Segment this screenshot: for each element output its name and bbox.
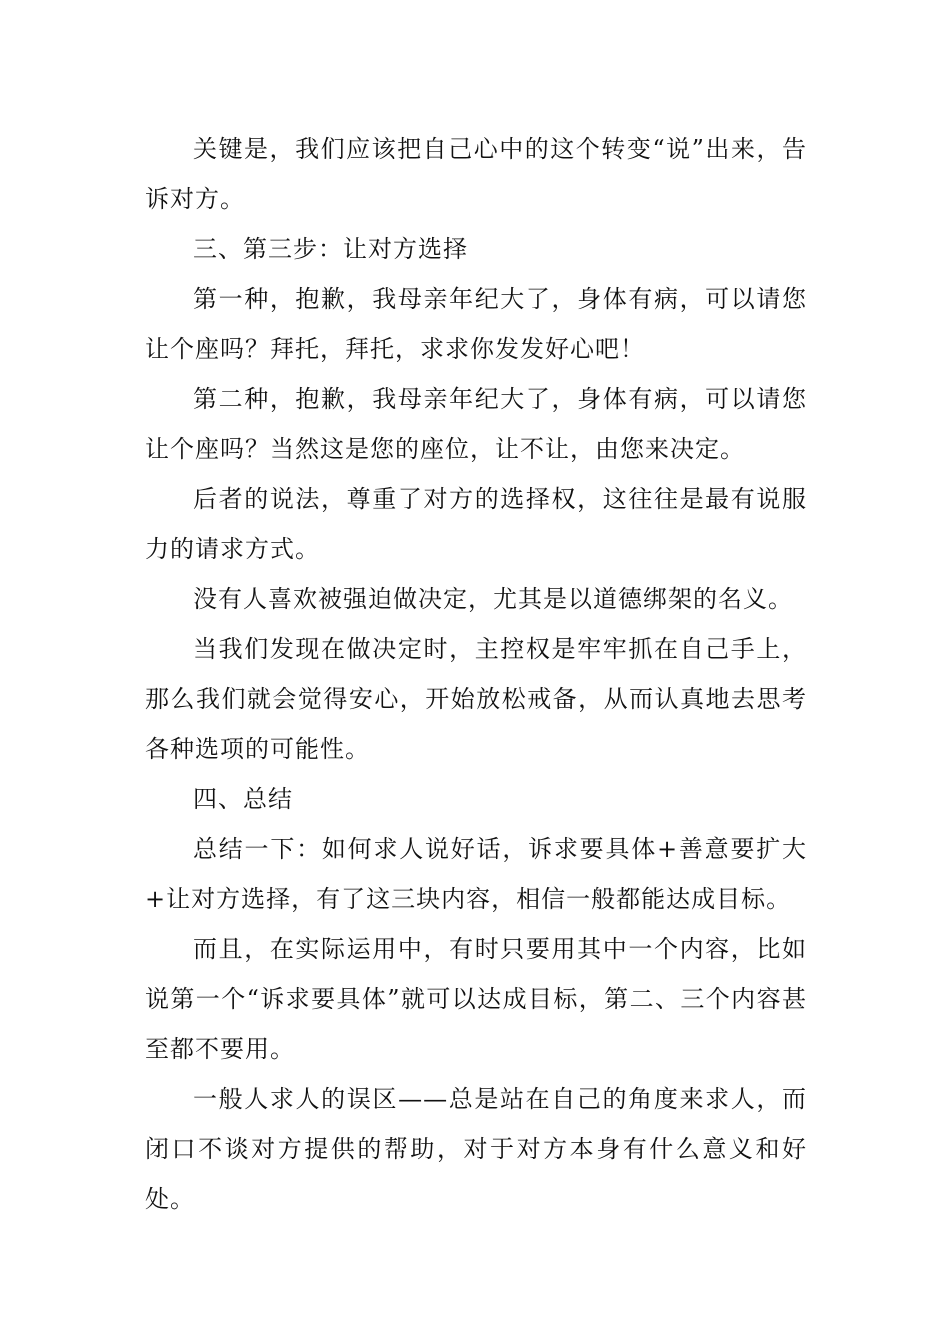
paragraph: 一般人求人的误区——总是站在自己的角度来求人，而闭口不谈对方提供的帮助，对于对方本身有什么意义和好处。 bbox=[145, 1085, 807, 1213]
paragraph: 关键是，我们应该把自己心中的这个转变“说”出来，告诉对方。 bbox=[145, 135, 807, 213]
paragraph: 第一种，抱歉，我母亲年纪大了，身体有病，可以请您让个座吗？拜托，拜托，求求你发发好心吧！ bbox=[145, 285, 807, 363]
paragraph: 当我们发现在做决定时，主控权是牢牢抓在自己手上，那么我们就会觉得安心，开始放松戒备，从而认真地去思考各种选项的可能性。 bbox=[145, 635, 807, 763]
paragraph: 后者的说法，尊重了对方的选择权，这往往是最有说服力的请求方式。 bbox=[145, 485, 807, 563]
paragraph: 第二种，抱歉，我母亲年纪大了，身体有病，可以请您让个座吗？当然这是您的座位，让不让，由您来决定。 bbox=[145, 385, 807, 463]
paragraph: 总结一下：如何求人说好话，诉求要具体+善意要扩大+让对方选择，有了这三块内容，相信一般都能达成目标。 bbox=[145, 835, 807, 913]
section-heading: 三、第三步：让对方选择 bbox=[193, 235, 468, 263]
paragraph: 而且，在实际运用中，有时只要用其中一个内容，比如说第一个“诉求要具体”就可以达成目标，第二、三个内容甚至都不要用。 bbox=[145, 935, 807, 1063]
paragraph: 没有人喜欢被强迫做决定，尤其是以道德绑架的名义。 bbox=[193, 585, 793, 613]
section-heading: 四、总结 bbox=[193, 785, 293, 813]
document-body bbox=[145, 124, 807, 1224]
